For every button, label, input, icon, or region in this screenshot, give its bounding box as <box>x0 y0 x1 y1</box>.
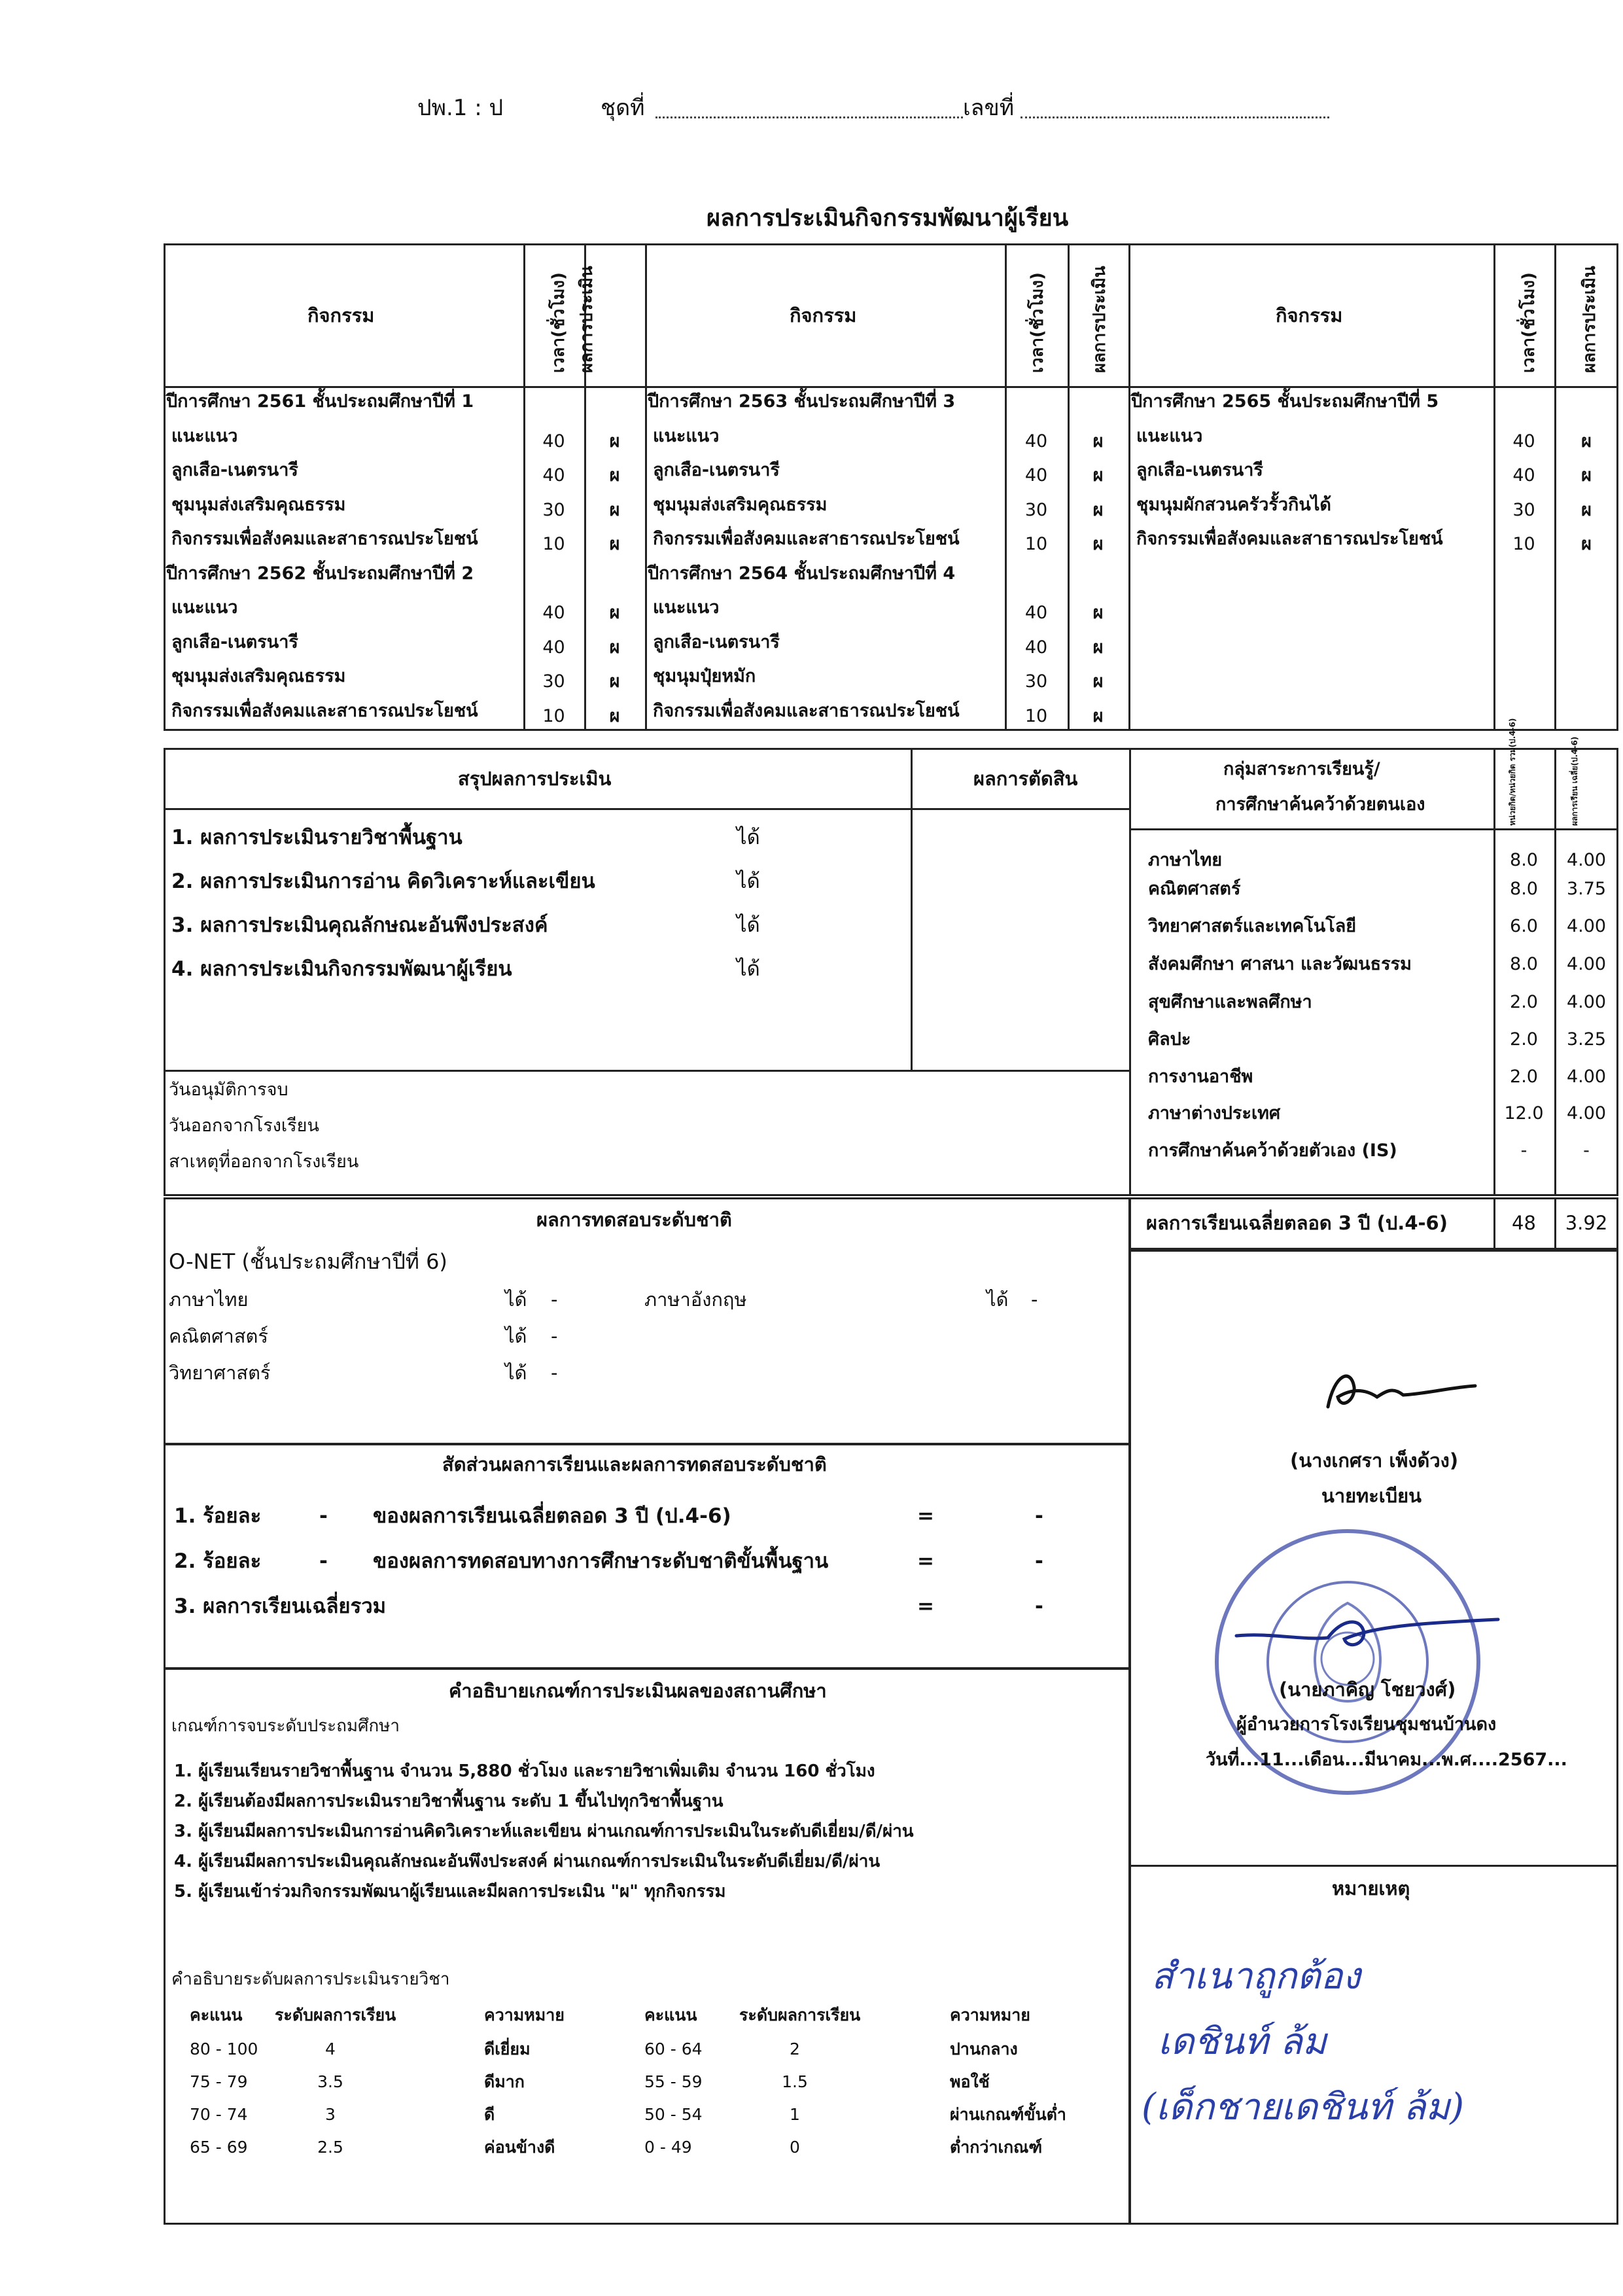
activity-result: ผ <box>609 499 620 520</box>
summary-item-label: 2. ผลการประเมินการอ่าน คิดวิเคราะห์และเขียน <box>171 870 595 893</box>
activity-result: ผ <box>609 534 620 554</box>
subject-name: สุขศึกษาและพลศึกษา <box>1148 992 1312 1012</box>
activity-result: ผ <box>1092 637 1104 658</box>
activity-hours: 40 <box>542 465 565 486</box>
grade-table-cell: 3 <box>325 2105 336 2124</box>
form-code: ปพ.1 : ป <box>417 95 504 121</box>
divider <box>523 243 525 731</box>
activity-result: ผ <box>1092 671 1104 692</box>
subject-credits: 2.0 <box>1510 1067 1538 1087</box>
subject-credits: 8.0 <box>1510 850 1538 870</box>
grade-table-header: ระดับผลการเรียน <box>275 2005 396 2024</box>
ratio-value: - <box>1035 1549 1043 1573</box>
national-test-title: ผลการทดสอบระดับชาติ <box>536 1209 732 1231</box>
grade-table-header: ความหมาย <box>484 2005 565 2024</box>
onet-subject: ภาษาอังกฤษ <box>644 1288 747 1311</box>
subject-name: ศิลปะ <box>1148 1029 1191 1050</box>
remarks-student-name: (เด็กชายเดชินท์ ล้ม) <box>1142 2086 1465 2128</box>
subject-name: การศึกษาค้นคว้าด้วยตัวเอง (IS) <box>1148 1140 1397 1161</box>
criteria-item: 5. ผู้เรียนเข้าร่วมกิจกรรมพัฒนาผู้เรียนและมีผลการประเมิน "ผ" ทุกกิจกรรม <box>174 1882 726 1901</box>
subject-grade: - <box>1583 1140 1590 1161</box>
activity-hours: 10 <box>1024 705 1048 726</box>
ratio-description: ของผลการเรียนเฉลี่ยตลอด 3 ปี (ป.4-6) <box>373 1504 731 1528</box>
ratio-description: ของผลการทดสอบทางการศึกษาระดับชาติขั้นพื้นฐาน <box>373 1549 829 1573</box>
activity-result: ผ <box>1092 534 1104 554</box>
remarks-title: หมายเหตุ <box>1332 1877 1410 1899</box>
director-name: (นายภาคิญ โชยวงศ์) <box>1279 1678 1456 1701</box>
divider <box>911 748 913 1070</box>
subject-credits: 12.0 <box>1504 1103 1544 1123</box>
summary-title: สรุปผลการประเมิน <box>458 768 612 790</box>
onet-got: ได้ <box>505 1362 527 1384</box>
subject-grade: 4.00 <box>1566 954 1607 974</box>
leave-date-label: วันออกจากโรงเรียน <box>169 1116 319 1136</box>
grade-table-cell: 0 - 49 <box>644 2138 692 2157</box>
ratio-equals: = <box>917 1549 934 1573</box>
grade-table-cell: 2.5 <box>317 2138 343 2157</box>
divider <box>645 243 647 731</box>
activity-result: ผ <box>1581 431 1592 451</box>
activity-name: ชุมนุมส่งเสริมคุณธรรม <box>653 494 828 515</box>
activity-result: ผ <box>609 431 620 451</box>
signature-date: วันที่...11...เดือน...มีนาคม...พ.ศ....2567... <box>1206 1750 1567 1770</box>
national-test-block <box>164 1197 1130 1445</box>
ratio-equals: = <box>917 1504 934 1528</box>
onet-score: - <box>551 1288 558 1311</box>
summary-item-label: 4. ผลการประเมินกิจกรรมพัฒนาผู้เรียน <box>171 957 512 981</box>
subject-grade: 4.00 <box>1566 916 1607 936</box>
number-label: เลขที่ <box>963 95 1015 121</box>
activity-year-header: ปีการศึกษา 2561 ชั้นประถมศึกษาปีที่ 1 <box>166 391 474 412</box>
average-credits: 48 <box>1512 1212 1536 1234</box>
divider <box>1129 828 1618 830</box>
criteria-item: 1. ผู้เรียนเรียนรายวิชาพื้นฐาน จำนวน 5,880 ชั่วโมง และรายวิชาเพิ่มเติม จำนวน 160 ชั่วโมง <box>174 1761 875 1781</box>
col-result-header: ผลการประเมิน <box>1580 266 1599 373</box>
onet-score: - <box>551 1362 558 1384</box>
activity-hours: 40 <box>542 431 565 451</box>
onet-subject: ภาษาไทย <box>169 1288 249 1311</box>
approve-date-label: วันอนุมัติการจบ <box>169 1080 288 1100</box>
grade-table-cell: พอใช้ <box>950 2072 990 2091</box>
grade-table-cell: ดี <box>484 2105 495 2124</box>
col-hours-header: เวลา(ชั่วโมง) <box>1028 272 1047 373</box>
activity-hours: 30 <box>542 499 565 520</box>
activity-result: ผ <box>1092 705 1104 726</box>
activity-name: กิจกรรมเพื่อสังคมและสาธารณประโยชน์ <box>653 529 960 549</box>
subject-name: ภาษาต่างประเทศ <box>1148 1103 1281 1123</box>
activity-name: ลูกเสือ-เนตรนารี <box>171 631 298 652</box>
activity-name: ชุมนุมส่งเสริมคุณธรรม <box>171 666 346 686</box>
grade-table-header: ความหมาย <box>950 2005 1030 2024</box>
divider <box>164 1070 1129 1072</box>
ratio-value: - <box>1035 1595 1043 1618</box>
subjects-header-line1: กลุ่มสาระการเรียนรู้/ <box>1223 759 1380 779</box>
subject-name: วิทยาศาสตร์และเทคโนโลยี <box>1148 916 1357 936</box>
col-result-header: ผลการประเมิน <box>577 266 597 373</box>
subject-grade: 4.00 <box>1566 850 1607 870</box>
col-hours-header: เวลา(ชั่วโมง) <box>1519 272 1539 373</box>
registrar-title: นายทะเบียน <box>1321 1485 1422 1507</box>
ratio-label: 2. ร้อยละ <box>174 1549 262 1573</box>
subject-name: การงานอาชีพ <box>1148 1067 1253 1087</box>
grade-table-cell: 1.5 <box>782 2072 808 2091</box>
activity-hours: 40 <box>542 603 565 623</box>
grade-table-cell: ดีเยี่ยม <box>484 2040 531 2058</box>
average-label: ผลการเรียนเฉลี่ยตลอด 3 ปี (ป.4-6) <box>1146 1212 1448 1234</box>
registrar-name: (นางเกศรา เพ็งด้วง) <box>1290 1449 1459 1472</box>
activity-hours: 40 <box>542 637 565 658</box>
activity-result: ผ <box>1092 465 1104 486</box>
number-dotted-line <box>1021 116 1329 118</box>
criteria-item: 2. ผู้เรียนต้องมีผลการประเมินรายวิชาพื้นฐาน ระดับ 1 ขึ้นไปทุกวิชาพื้นฐาน <box>174 1792 724 1811</box>
grade-table-cell: 1 <box>790 2105 800 2124</box>
ratio-value: - <box>1035 1504 1043 1528</box>
average-grade: 3.92 <box>1565 1212 1608 1234</box>
activity-name: แนะแนว <box>171 425 238 446</box>
col-activity-header: กิจกรรม <box>790 304 857 327</box>
grade-table-cell: 2 <box>790 2040 800 2058</box>
ratio-equals: = <box>917 1595 934 1618</box>
divider <box>1129 748 1131 1196</box>
subject-name: คณิตศาสตร์ <box>1148 879 1241 899</box>
remarks-signature: เดชินท์ ล้ม <box>1158 2021 1327 2063</box>
activity-hours: 10 <box>542 705 565 726</box>
activity-result: ผ <box>1581 499 1592 520</box>
ratio-label: 1. ร้อยละ <box>174 1504 262 1528</box>
activity-hours: 30 <box>1512 499 1535 520</box>
onet-subject: คณิตศาสตร์ <box>169 1325 268 1347</box>
activity-result: ผ <box>609 671 620 692</box>
activity-hours: 40 <box>1024 431 1048 451</box>
grade-table-title: คำอธิบายระดับผลการประเมินรายวิชา <box>171 1969 450 1989</box>
divider <box>1128 243 1130 731</box>
subject-name: สังคมศึกษา ศาสนา และวัฒนธรรม <box>1148 954 1412 974</box>
divider <box>1493 243 1495 731</box>
ratio-label: 3. ผลการเรียนเฉลี่ยรวม <box>174 1595 387 1618</box>
activity-hours: 40 <box>1024 465 1048 486</box>
grade-table-header: คะแนน <box>644 2005 697 2024</box>
subject-grade: 4.00 <box>1566 992 1607 1012</box>
grade-table-header: ระดับผลการเรียน <box>739 2005 861 2024</box>
activity-name: แนะแนว <box>1136 425 1203 446</box>
onet-subject: วิทยาศาสตร์ <box>169 1362 271 1384</box>
summary-item-value: ได้ <box>737 826 760 849</box>
activity-year-header: ปีการศึกษา 2564 ชั้นประถมศึกษาปีที่ 4 <box>648 563 956 584</box>
activity-name: ลูกเสือ-เนตรนารี <box>171 460 298 480</box>
activity-hours: 40 <box>1512 465 1535 486</box>
divider <box>1129 1865 1618 1867</box>
summary-item-label: 3. ผลการประเมินคุณลักษณะอันพึงประสงค์ <box>171 913 548 937</box>
activity-hours: 40 <box>1024 603 1048 623</box>
onet-score: - <box>551 1325 558 1347</box>
onet-score: - <box>1031 1288 1038 1311</box>
onet-got: ได้ <box>505 1288 527 1311</box>
activity-result: ผ <box>609 637 620 658</box>
divider <box>164 808 1129 810</box>
subject-grade: 4.00 <box>1566 1067 1607 1087</box>
activity-hours: 30 <box>1024 499 1048 520</box>
summary-item-value: ได้ <box>737 913 760 937</box>
col-result-header: ผลการประเมิน <box>1090 266 1109 373</box>
grade-table-cell: 65 - 69 <box>190 2138 248 2157</box>
activity-name: ชุมนุมส่งเสริมคุณธรรม <box>171 494 346 515</box>
subject-credits: - <box>1520 1140 1527 1161</box>
activity-year-header: ปีการศึกษา 2563 ชั้นประถมศึกษาปีที่ 3 <box>648 391 956 412</box>
subject-credits: 6.0 <box>1510 916 1538 936</box>
activities-table <box>164 243 1618 731</box>
subject-credits: 2.0 <box>1510 1029 1538 1050</box>
summary-item-value: ได้ <box>737 870 760 893</box>
activity-result: ผ <box>1092 431 1104 451</box>
activity-hours: 10 <box>1512 534 1535 554</box>
criteria-item: 4. ผู้เรียนมีผลการประเมินคุณลักษณะอันพึงประสงค์ ผ่านเกณฑ์การประเมินในระดับดีเยี่ยม/ดี/ผ่าน <box>174 1852 881 1871</box>
grade-table-cell: 4 <box>325 2040 336 2058</box>
activity-result: ผ <box>609 603 620 623</box>
subject-grade: 3.25 <box>1566 1029 1607 1050</box>
subject-credits: 2.0 <box>1510 992 1538 1012</box>
divider <box>1554 243 1556 731</box>
divider <box>1005 243 1007 731</box>
activity-name: แนะแนว <box>171 597 238 618</box>
set-dotted-line <box>655 116 963 118</box>
divider <box>1068 243 1070 731</box>
activity-hours: 10 <box>542 534 565 554</box>
activity-name: กิจกรรมเพื่อสังคมและสาธารณประโยชน์ <box>171 529 478 549</box>
col-grade-header: ผลการเรียน เฉลี่ย(ป.4-6) <box>1570 736 1579 826</box>
remarks-certified-copy: สำเนาถูกต้อง <box>1151 1955 1361 1998</box>
activity-hours: 40 <box>1512 431 1535 451</box>
grade-table-cell: ต่ำกว่าเกณฑ์ <box>950 2138 1043 2157</box>
activity-hours: 30 <box>542 671 565 692</box>
activity-name: แนะแนว <box>653 597 720 618</box>
set-label: ชุดที่ <box>601 95 645 121</box>
ratio-title: สัดส่วนผลการเรียนและผลการทดสอบระดับชาติ <box>442 1453 827 1475</box>
activity-year-header: ปีการศึกษา 2565 ชั้นประถมศึกษาปีที่ 5 <box>1131 391 1439 412</box>
activity-name: ลูกเสือ-เนตรนารี <box>653 460 780 480</box>
grade-table-cell: 0 <box>790 2138 800 2157</box>
onet-label: O-NET (ชั้นประถมศึกษาปีที่ 6) <box>169 1249 447 1274</box>
subject-grade: 4.00 <box>1566 1103 1607 1123</box>
criteria-title: คำอธิบายเกณฑ์การประเมินผลของสถานศึกษา <box>449 1680 827 1702</box>
grade-table-cell: 80 - 100 <box>190 2040 258 2058</box>
grade-table-cell: 50 - 54 <box>644 2105 703 2124</box>
col-credits-header: หน่วยกิต/หน่วยกิต รวม(ป.4-6) <box>1508 718 1517 826</box>
activity-result: ผ <box>1092 603 1104 623</box>
activity-result: ผ <box>1581 534 1592 554</box>
grade-table-cell: ค่อนข้างดี <box>484 2138 555 2157</box>
grade-table-cell: 60 - 64 <box>644 2040 703 2058</box>
activity-year-header: ปีการศึกษา 2562 ชั้นประถมศึกษาปีที่ 2 <box>166 563 474 584</box>
activity-hours: 10 <box>1024 534 1048 554</box>
activity-result: ผ <box>609 465 620 486</box>
summary-item-value: ได้ <box>737 957 760 981</box>
activity-result: ผ <box>609 705 620 726</box>
subject-credits: 8.0 <box>1510 954 1538 974</box>
grade-table-cell: ผ่านเกณฑ์ขั้นต่ำ <box>950 2105 1066 2124</box>
grade-table-cell: ดีมาก <box>484 2072 525 2091</box>
activity-name: ลูกเสือ-เนตรนารี <box>1136 460 1263 480</box>
director-signature <box>1230 1606 1505 1665</box>
activity-name: กิจกรรมเพื่อสังคมและสาธารณประโยชน์ <box>1136 529 1443 549</box>
activity-hours: 30 <box>1024 671 1048 692</box>
activity-name: กิจกรรมเพื่อสังคมและสาธารณประโยชน์ <box>171 700 478 721</box>
director-title: ผู้อำนวยการโรงเรียนชุมชนบ้านดง <box>1236 1714 1497 1735</box>
onet-got: ได้ <box>986 1288 1009 1311</box>
activity-name: ชุมนุมผักสวนครัวรั้วกินได้ <box>1136 494 1331 515</box>
grade-table-cell: 3.5 <box>317 2072 343 2091</box>
subjects-header-line2: การศึกษาค้นคว้าด้วยตนเอง <box>1215 794 1425 815</box>
grade-table-cell: 75 - 79 <box>190 2072 248 2091</box>
activities-header-divider <box>164 386 1618 388</box>
decision-title: ผลการตัดสิน <box>973 768 1078 790</box>
onet-got: ได้ <box>505 1325 527 1347</box>
activity-hours: 40 <box>1024 637 1048 658</box>
grade-table-cell: 55 - 59 <box>644 2072 703 2091</box>
activities-title: ผลการประเมินกิจกรรมพัฒนาผู้เรียน <box>707 205 1069 232</box>
criteria-subtitle: เกณฑ์การจบระดับประถมศึกษา <box>171 1716 400 1736</box>
grade-table-cell: 70 - 74 <box>190 2105 248 2124</box>
col-hours-header: เวลา(ชั่วโมง) <box>549 272 568 373</box>
activity-result: ผ <box>1092 499 1104 520</box>
activity-name: แนะแนว <box>653 425 720 446</box>
activity-result: ผ <box>1581 465 1592 486</box>
activity-name: กิจกรรมเพื่อสังคมและสาธารณประโยชน์ <box>653 700 960 721</box>
subject-credits: 8.0 <box>1510 879 1538 899</box>
registrar-signature <box>1315 1361 1485 1420</box>
activity-name: ชุมนุมปุ๋ยหมัก <box>653 666 756 686</box>
subject-name: ภาษาไทย <box>1148 850 1223 870</box>
leave-reason-label: สาเหตุที่ออกจากโรงเรียน <box>169 1152 359 1172</box>
ratio-percent: - <box>319 1504 328 1528</box>
grade-table-cell: ปานกลาง <box>950 2040 1018 2058</box>
activity-name: ลูกเสือ-เนตรนารี <box>653 631 780 652</box>
col-activity-header: กิจกรรม <box>307 304 375 327</box>
criteria-item: 3. ผู้เรียนมีผลการประเมินการอ่านคิดวิเคราะห์และเขียน ผ่านเกณฑ์การประเมินในระดับดีเยี่ยม/ดี/ผ่าน <box>174 1822 914 1841</box>
summary-item-label: 1. ผลการประเมินรายวิชาพื้นฐาน <box>171 826 462 849</box>
ratio-percent: - <box>319 1549 328 1573</box>
subject-grade: 3.75 <box>1566 879 1607 899</box>
grade-table-header: คะแนน <box>190 2005 243 2024</box>
col-activity-header: กิจกรรม <box>1276 304 1343 327</box>
